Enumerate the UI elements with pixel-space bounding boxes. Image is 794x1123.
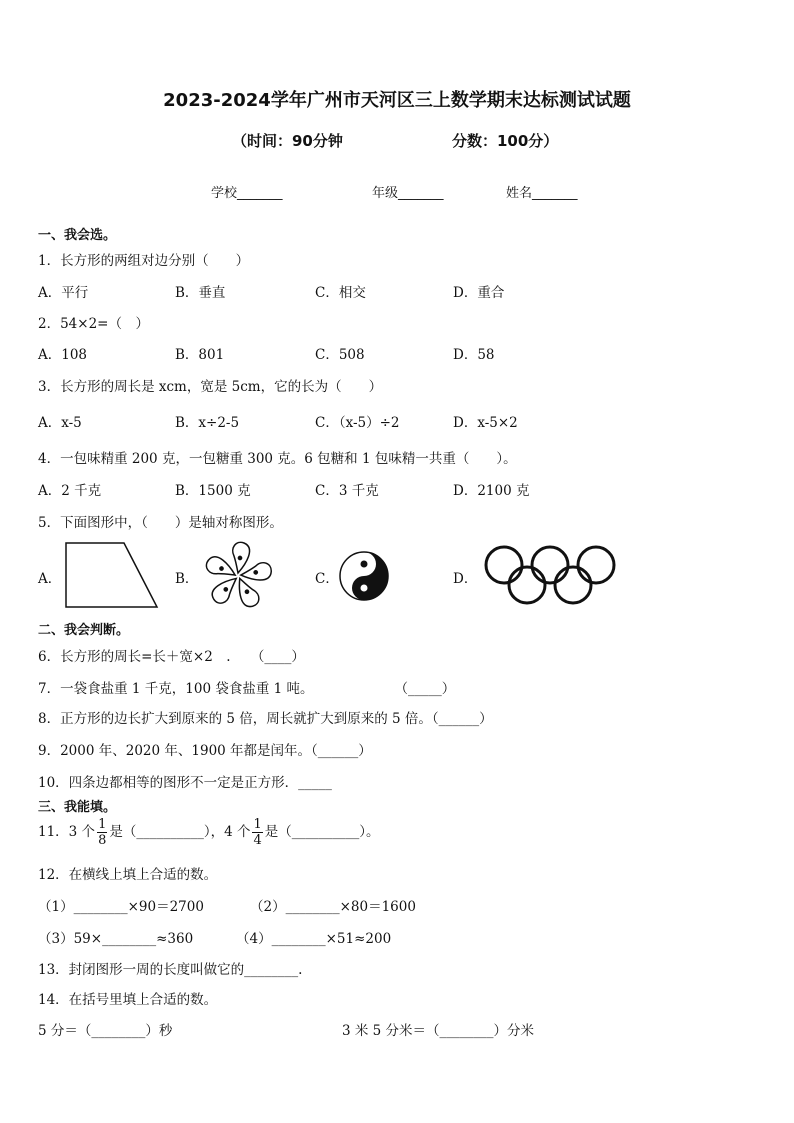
- question-11-part1: 11．3 个: [38, 824, 96, 840]
- olympic-rings-figure: [484, 543, 616, 607]
- question-stem: 3．长方形的周长是 xcm，宽是 5cm，它的长为（ ）: [38, 379, 383, 395]
- grade-field: 年级_______: [372, 186, 444, 201]
- time-limit: （时间：90分钟: [232, 132, 343, 150]
- question-stem: 12．在横线上填上合适的数。: [38, 867, 218, 883]
- sub-question: （4）________×51≈200: [236, 931, 392, 947]
- question-stem: 5．下面图形中，（ ）是轴对称图形。: [38, 515, 283, 531]
- option-c: C．（x-5）÷2: [315, 415, 400, 431]
- question-7: 7．一袋食盐重 1 千克，100 袋食盐重 1 吨。 （_____）: [38, 681, 456, 697]
- question-13: 13．封闭图形一周的长度叫做它的________.: [38, 962, 303, 978]
- option-c: C．相交: [315, 285, 366, 301]
- option-a: A．: [38, 571, 62, 587]
- option-d: D．重合: [453, 285, 505, 301]
- option-a: A．108: [38, 347, 88, 363]
- question-stem: 1．长方形的两组对边分别（ ）: [38, 253, 250, 269]
- option-b: B．垂直: [175, 285, 226, 301]
- option-c: C．3 千克: [315, 483, 379, 499]
- option-d: D．x-5×2: [453, 415, 518, 431]
- question-stem: 2．54×2=（ ）: [38, 316, 149, 332]
- option-a: A．x-5: [38, 415, 82, 431]
- option-d: D．: [453, 571, 478, 587]
- option-b: B．: [175, 571, 199, 587]
- question-stem: 14．在括号里填上合适的数。: [38, 992, 218, 1008]
- name-field: 姓名_______: [506, 186, 578, 201]
- sub-question: 5 分＝（________）秒: [38, 1023, 173, 1039]
- section-heading: 二、我会判断。: [38, 623, 130, 638]
- page-title: 2023-2024学年广州市天河区三上数学期末达标测试试题: [163, 90, 631, 111]
- question-8: 8．正方形的边长扩大到原来的 5 倍，周长就扩大到原来的 5 倍。（______）: [38, 711, 493, 727]
- bauhinia-flower-figure: [202, 540, 274, 612]
- question-10: 10．四条边都相等的图形不一定是正方形．_____: [38, 775, 332, 791]
- sub-question: 3 米 5 分米＝（________）分米: [342, 1023, 535, 1039]
- sub-question: （2）________×80＝1600: [250, 899, 416, 915]
- section-heading: 一、我会选。: [38, 228, 117, 243]
- total-score: 分数：100分）: [452, 132, 559, 150]
- trapezoid-figure: [62, 540, 162, 610]
- option-d: D．2100 克: [453, 483, 530, 499]
- option-a: A．平行: [38, 285, 89, 301]
- option-c: C．: [315, 571, 339, 587]
- question-6: 6．长方形的周长=长＋宽×2 . （____）: [38, 649, 305, 665]
- option-b: B．1500 克: [175, 483, 251, 499]
- fraction-one-fourth: $\frac{1}{4}$: [253, 817, 262, 848]
- sub-question: （1）________×90＝2700: [38, 899, 204, 915]
- sub-question: （3）59×________≈360: [38, 931, 194, 947]
- question-11-part3: 是（__________）。: [264, 824, 380, 840]
- fraction-one-eighth: $\frac{1}{8}$: [98, 817, 107, 848]
- question-stem: 4．一包味精重 200 克，一包糖重 300 克。6 包糖和 1 包味精一共重（ ）。: [38, 451, 517, 467]
- option-b: B．x÷2-5: [175, 415, 240, 431]
- school-field: 学校_______: [211, 186, 283, 201]
- option-c: C．508: [315, 347, 365, 363]
- yin-yang-figure: [338, 550, 390, 602]
- section-heading: 三、我能填。: [38, 800, 117, 815]
- option-b: B．801: [175, 347, 225, 363]
- option-d: D．58: [453, 347, 495, 363]
- question-11-part2: 是（__________），4 个: [109, 824, 251, 840]
- question-9: 9．2000 年、2020 年、1900 年都是闰年。（______）: [38, 743, 372, 759]
- question-11: [38, 817, 380, 848]
- option-a: A．2 千克: [38, 483, 102, 499]
